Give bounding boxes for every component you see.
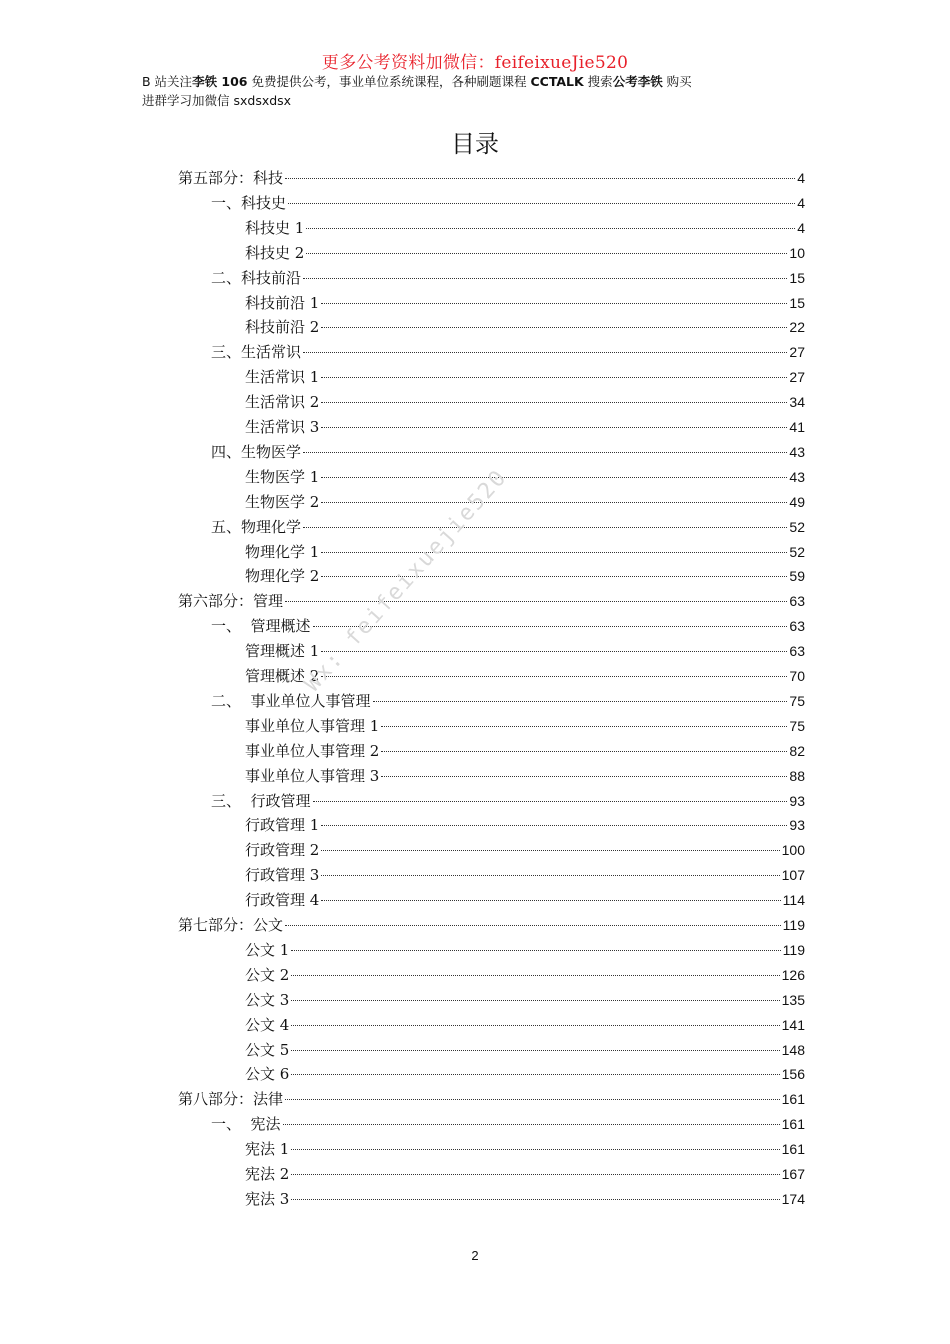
- page-title: 目录: [451, 130, 499, 158]
- toc-entry-label: 第八部分：法律: [178, 1090, 284, 1109]
- toc-dot-leader: [291, 1050, 779, 1051]
- toc-entry-page: 34: [789, 394, 805, 411]
- toc-entry-page: 49: [789, 493, 805, 510]
- toc-entry-page: 88: [789, 767, 805, 784]
- toc-dot-leader: [381, 776, 787, 777]
- toc-dot-leader: [285, 601, 787, 602]
- toc-dot-leader: [303, 452, 787, 453]
- toc-dot-leader: [285, 925, 781, 926]
- toc-dot-leader: [313, 626, 788, 627]
- toc-entry-label: 公文 3: [245, 990, 290, 1009]
- toc-entry-page: 15: [789, 294, 805, 311]
- toc-entry-label: 宪法 2: [245, 1165, 290, 1183]
- toc-entry[interactable]: [245, 541, 805, 563]
- toc-entry-label: 物理化学 2: [245, 567, 320, 586]
- toc-entry[interactable]: [245, 939, 805, 961]
- toc-entry-page: 4: [797, 219, 805, 236]
- toc-entry[interactable]: [245, 964, 805, 986]
- toc-entry-page: 174: [781, 1190, 805, 1207]
- toc-entry-label: 科技前沿 2: [245, 318, 320, 337]
- toc-dot-leader: [291, 1074, 779, 1075]
- toc-entry-page: 63: [789, 643, 805, 660]
- toc-entry-label: 生活常识 1: [245, 368, 320, 387]
- toc-entry-page: 27: [789, 344, 805, 361]
- toc-entry[interactable]: [211, 441, 805, 463]
- toc-dot-leader: [321, 402, 787, 403]
- toc-dot-leader: [306, 228, 795, 229]
- toc-entry-page: 107: [781, 867, 805, 884]
- toc-entry-label: 生活常识 3: [245, 418, 320, 436]
- toc-entry[interactable]: [245, 1063, 805, 1085]
- toc-entry-page: 161: [781, 1091, 805, 1108]
- toc-dot-leader: [321, 651, 787, 652]
- toc-entry[interactable]: [245, 889, 805, 911]
- toc-entry-page: 52: [789, 518, 805, 535]
- toc-entry[interactable]: [178, 167, 805, 189]
- toc-entry-label: 科技前沿 1: [245, 293, 320, 312]
- toc-entry[interactable]: [245, 740, 805, 762]
- toc-dot-leader: [321, 825, 787, 826]
- toc-entry-label: 四、生物医学: [211, 442, 302, 461]
- toc-entry[interactable]: [211, 1113, 805, 1135]
- notice-bold-2: CCTALK: [530, 74, 584, 89]
- toc-dot-leader: [321, 377, 787, 378]
- toc-dot-leader: [303, 527, 787, 528]
- toc-entry-label: 第六部分：管理: [178, 592, 284, 611]
- toc-entry[interactable]: [245, 565, 805, 587]
- toc-dot-leader: [291, 1025, 779, 1026]
- toc-entry-label: 管理概述 1: [245, 642, 320, 661]
- toc-entry[interactable]: [245, 242, 805, 264]
- toc-dot-leader: [321, 850, 779, 851]
- toc-entry-label: 行政管理 2: [245, 841, 320, 860]
- toc-entry-page: 135: [781, 991, 805, 1008]
- toc-entry[interactable]: [211, 267, 805, 289]
- toc-entry-page: 41: [789, 419, 805, 435]
- toc-entry-page: 100: [781, 842, 805, 859]
- toc-entry[interactable]: [245, 316, 805, 338]
- toc-entry-label: 管理概述 2: [245, 667, 320, 685]
- toc-entry-label: 事业单位人事管理 3: [245, 766, 380, 785]
- toc-entry[interactable]: [245, 466, 805, 488]
- notice-line-2: 进群学习加微信 sxdsxdsx: [142, 93, 292, 108]
- toc-entry[interactable]: [245, 366, 805, 388]
- toc-entry-label: 事业单位人事管理 2: [245, 741, 380, 760]
- toc-entry-page: 82: [789, 742, 805, 759]
- toc-entry-label: 生活常识 2: [245, 393, 320, 412]
- toc-entry-page: 43: [789, 468, 805, 485]
- toc-entry[interactable]: [211, 790, 805, 812]
- toc-entry[interactable]: [211, 341, 805, 363]
- toc-entry-page: 4: [797, 194, 805, 211]
- toc-entry-label: 公文 1: [245, 940, 290, 959]
- notice-text: [142, 72, 802, 110]
- toc-entry-label: 事业单位人事管理 1: [245, 716, 380, 735]
- toc-entry[interactable]: [245, 864, 805, 886]
- notice-bold-3: 公考李铁: [612, 74, 663, 89]
- toc-entry-label: 公文 2: [245, 965, 290, 984]
- toc-entry[interactable]: [211, 516, 805, 538]
- toc-dot-leader: [291, 1149, 779, 1150]
- toc-entry-label: 科技史 1: [245, 218, 305, 237]
- toc-entry-page: 161: [781, 1141, 805, 1158]
- toc-entry-page: 15: [789, 269, 805, 286]
- toc-entry-label: 公文 5: [245, 1040, 290, 1059]
- toc-dot-leader: [321, 303, 787, 304]
- toc-entry-label: 公文 4: [245, 1015, 290, 1034]
- toc-dot-leader: [321, 477, 787, 478]
- toc-entry[interactable]: [245, 1138, 805, 1160]
- toc-entry-page: 93: [789, 817, 805, 834]
- notice-part-4: 购买: [662, 74, 692, 89]
- toc-dot-leader: [321, 875, 779, 876]
- toc-entry[interactable]: [245, 292, 805, 314]
- toc-entry-label: 行政管理 3: [245, 866, 320, 885]
- promo-banner: 更多公考资料加微信：feifeixueJie520: [321, 53, 629, 73]
- toc-entry[interactable]: [245, 391, 805, 413]
- notice-part-3: 搜索: [583, 74, 613, 89]
- toc-entry-page: 75: [789, 717, 805, 734]
- toc-entry[interactable]: [245, 839, 805, 861]
- toc-dot-leader: [291, 950, 780, 951]
- toc-entry-page: 59: [789, 568, 805, 585]
- toc-entry-label: 行政管理 1: [245, 816, 320, 835]
- toc-entry-label: 科技史 2: [245, 243, 305, 262]
- toc-entry-label: 三、 行政管理: [211, 791, 311, 810]
- toc-dot-leader: [321, 900, 780, 901]
- toc-entry-page: 114: [782, 892, 805, 909]
- toc-entry-page: 119: [782, 917, 805, 933]
- toc-dot-leader: [291, 975, 779, 976]
- toc-entry-page: 156: [781, 1066, 805, 1083]
- toc-entry-label: 五、物理化学: [211, 517, 302, 536]
- toc-dot-leader: [306, 253, 787, 254]
- toc-dot-leader: [283, 1124, 780, 1125]
- toc-dot-leader: [321, 502, 787, 503]
- toc-entry[interactable]: [245, 1163, 805, 1185]
- toc-entry-page: 126: [781, 966, 805, 983]
- notice-part-2: 免费提供公考，事业单位系统课程，各种刷题课程: [247, 74, 531, 89]
- toc-entry-page: 75: [789, 692, 805, 709]
- toc-entry-label: 宪法 1: [245, 1140, 290, 1159]
- toc-entry[interactable]: [245, 1039, 805, 1061]
- watermark: Wx: feifeixuejie520: [300, 464, 513, 697]
- toc-entry-page: 63: [789, 618, 805, 635]
- toc-entry-page: 52: [789, 543, 805, 560]
- toc-dot-leader: [321, 552, 787, 553]
- toc-entry[interactable]: [245, 217, 805, 239]
- toc-dot-leader: [291, 1000, 779, 1001]
- toc-entry-page: 43: [789, 443, 805, 460]
- notice-bold-1: 李铁 106: [192, 74, 248, 89]
- toc-entry-label: 第七部分：公文: [178, 916, 284, 934]
- toc-entry-label: 第五部分：科技: [178, 169, 284, 187]
- toc-entry-label: 生物医学 2: [245, 492, 320, 511]
- toc-entry[interactable]: [245, 491, 805, 513]
- page-number: 2: [471, 1248, 479, 1263]
- toc-entry[interactable]: [245, 989, 805, 1011]
- toc-entry[interactable]: [211, 615, 805, 637]
- toc-entry[interactable]: [245, 814, 805, 836]
- toc-entry-label: 一、 宪法: [211, 1115, 281, 1134]
- toc-entry[interactable]: [245, 1188, 805, 1210]
- toc-entry[interactable]: [211, 192, 805, 214]
- toc-entry[interactable]: [245, 765, 805, 787]
- toc-entry-page: 4: [797, 170, 805, 186]
- toc-dot-leader: [291, 1199, 779, 1200]
- toc-dot-leader: [381, 751, 787, 752]
- toc-entry-label: 一、 管理概述: [211, 617, 311, 636]
- notice-part-1: B 站关注: [142, 74, 193, 89]
- toc-dot-leader: [313, 801, 788, 802]
- toc-entry-page: 161: [781, 1116, 805, 1133]
- toc-entry-label: 二、科技前沿: [211, 268, 302, 287]
- toc-entry-page: 63: [789, 593, 805, 610]
- toc-dot-leader: [321, 676, 787, 677]
- toc-dot-leader: [303, 278, 787, 279]
- toc-entry-page: 10: [789, 244, 805, 261]
- toc-dot-leader: [321, 327, 787, 328]
- toc-entry-label: 三、生活常识: [211, 343, 302, 362]
- toc-dot-leader: [373, 701, 788, 702]
- toc-entry-label: 公文 6: [245, 1065, 290, 1084]
- toc-dot-leader: [321, 427, 787, 428]
- toc-dot-leader: [285, 178, 795, 179]
- toc-entry-label: 一、科技史: [211, 193, 287, 212]
- toc-entry[interactable]: [211, 690, 805, 712]
- toc-entry[interactable]: [178, 914, 805, 936]
- toc-entry-label: 宪法 3: [245, 1189, 290, 1208]
- toc-entry-label: 生物医学 1: [245, 467, 320, 486]
- toc-entry-page: 119: [782, 941, 805, 958]
- toc-entry-label: 物理化学 1: [245, 542, 320, 561]
- toc-dot-leader: [288, 203, 795, 204]
- toc-entry[interactable]: [178, 1088, 805, 1110]
- toc-entry-label: 二、 事业单位人事管理: [211, 691, 371, 710]
- toc-dot-leader: [303, 352, 787, 353]
- toc-entry[interactable]: [245, 416, 805, 438]
- toc-entry-page: 148: [781, 1041, 805, 1058]
- toc-entry[interactable]: [245, 1014, 805, 1036]
- toc-dot-leader: [291, 1174, 779, 1175]
- toc-entry-page: 70: [789, 668, 805, 684]
- toc-entry[interactable]: [245, 715, 805, 737]
- toc-entry-page: 27: [789, 369, 805, 386]
- toc-dot-leader: [285, 1099, 780, 1100]
- toc-entry-page: 93: [789, 792, 805, 809]
- toc-entry-page: 22: [789, 319, 805, 336]
- toc-dot-leader: [381, 726, 787, 727]
- toc-entry-page: 167: [781, 1166, 805, 1182]
- toc-entry-label: 行政管理 4: [245, 891, 320, 910]
- toc-entry[interactable]: [178, 590, 805, 612]
- toc-entry-page: 141: [781, 1016, 805, 1033]
